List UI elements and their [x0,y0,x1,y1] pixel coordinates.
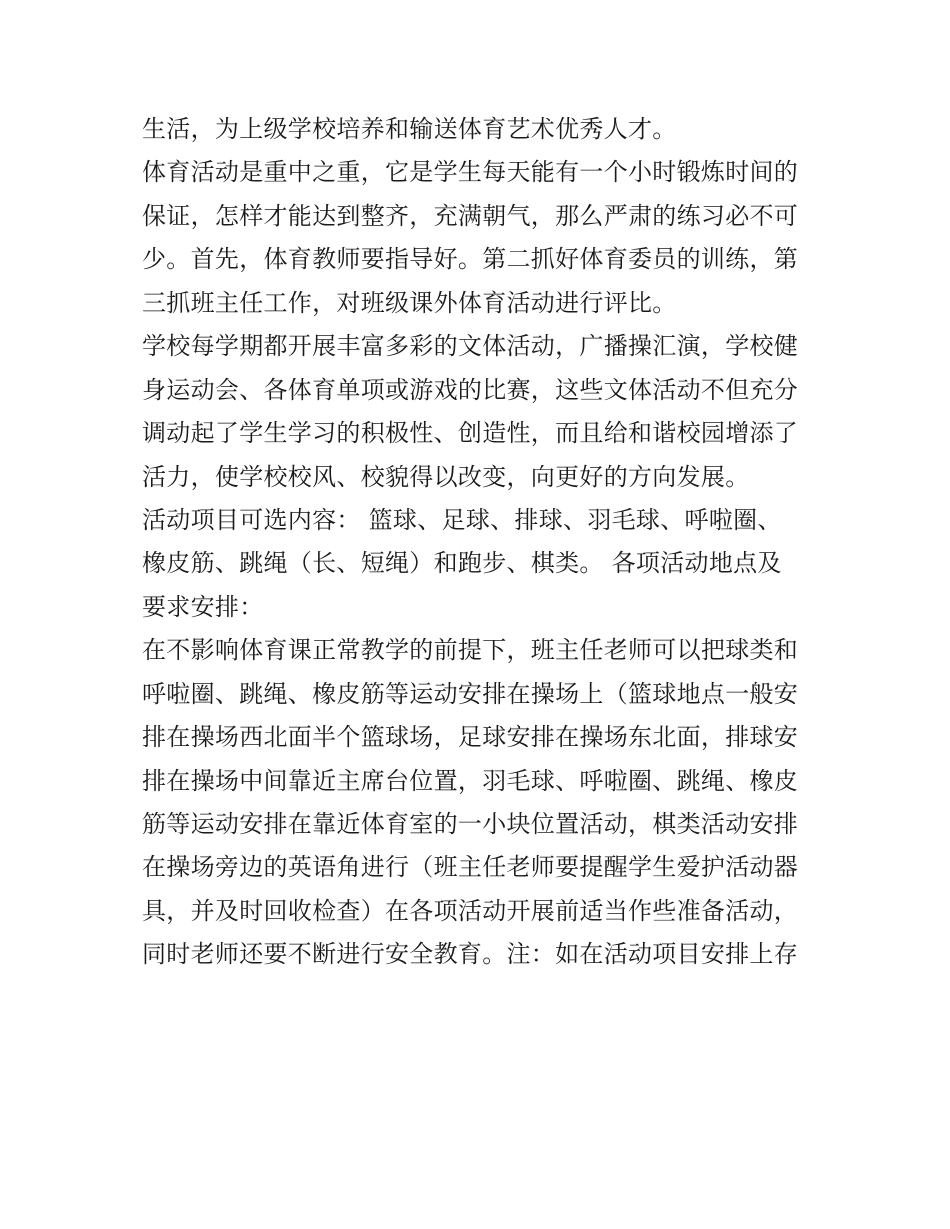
text-line: 呼啦圈、跳绳、橡皮筋等运动安排在操场上（篮球地点一般安 [142,679,799,708]
text-line: 少。首先，体育教师要指导好。第二抓好体育委员的训练，第 [142,245,799,274]
text-line: 橡皮筋、跳绳（长、短绳）和跑步、棋类。 各项活动地点及 [142,549,782,578]
text-line: 要求安排： [142,592,264,621]
text-line: 生活，为上级学校培养和输送体育艺术优秀人才。 [142,115,677,143]
text-line: 保证，怎样才能达到整齐，充满朝气，那么严肃的练习必不可 [142,201,799,230]
text-line: 学校每学期都开展丰富多彩的文体活动，广播操汇演，学校健 [142,332,799,361]
text-line: 活动项目可选内容： 篮球、足球、排球、羽毛球、呼啦圈、 [142,505,782,534]
text-line: 体育活动是重中之重，它是学生每天能有一个小时锻炼时间的 [142,158,799,187]
text-line: 调动起了学生学习的积极性、创造性，而且给和谐校园增添了 [142,419,799,448]
text-line: 在不影响体育课正常教学的前提下，班主任老师可以把球类和 [142,636,799,665]
text-line: 活力，使学校校风、校貌得以改变，向更好的方向发展。 [142,462,750,491]
text-line: 筋等运动安排在靠近体育室的一小块位置活动，棋类活动安排 [142,810,799,838]
text-line: 同时老师还要不断进行安全教育。注：如在活动项目安排上存 [142,940,799,969]
body-text [142,108,832,977]
text-line: 排在操场西北面半个篮球场，足球安排在操场东北面，排球安 [142,723,799,752]
text-line: 身运动会、各体育单项或游戏的比赛，这些文体活动不但充分 [142,375,799,404]
text-line: 三抓班主任工作，对班级课外体育活动进行评比。 [142,288,677,317]
text-line: 在操场旁边的英语角进行（班主任老师要提醒学生爱护活动器 [142,853,799,882]
text-line: 排在操场中间靠近主席台位置，羽毛球、呼啦圈、跳绳、橡皮 [142,766,799,795]
text-line: 具，并及时回收检查）在各项活动开展前适当作些准备活动， [142,896,799,925]
